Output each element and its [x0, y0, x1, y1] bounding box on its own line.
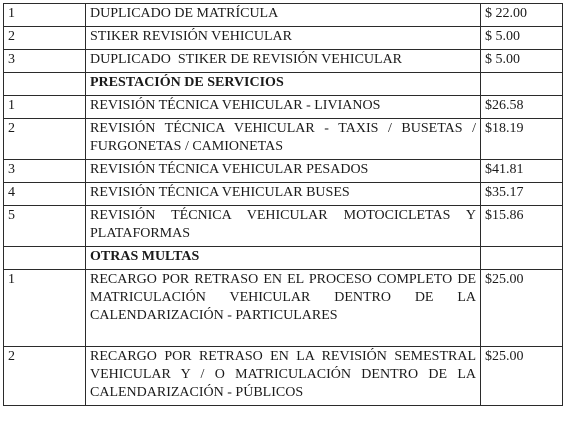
table-row: [4, 27, 563, 50]
row-number: 2: [4, 27, 86, 50]
row-number: 1: [4, 270, 86, 347]
row-price: $ 5.00: [481, 50, 563, 73]
row-description: REVISIÓN TÉCNICA VEHICULAR MOTOCICLETAS Y PLATAFORMAS: [86, 206, 481, 247]
row-number: 4: [4, 183, 86, 206]
row-description: REVISIÓN TÉCNICA VEHICULAR BUSES: [86, 183, 481, 206]
row-description: REVISIÓN TÉCNICA VEHICULAR PESADOS: [86, 160, 481, 183]
section-empty-cell: [4, 73, 86, 96]
row-description: RECARGO POR RETRASO EN LA REVISIÓN SEMESTRAL VEHICULAR Y / O MATRICULACIÓN DENTRO DE LA CALENDARIZACIÓN - PÚBLICOS: [86, 347, 481, 406]
section-empty-cell: [481, 73, 563, 96]
row-number: 1: [4, 96, 86, 119]
table-row: [4, 206, 563, 247]
row-number: 3: [4, 160, 86, 183]
row-price: $ 22.00: [481, 4, 563, 27]
row-price: $26.58: [481, 96, 563, 119]
row-description: REVISIÓN TÉCNICA VEHICULAR - TAXIS / BUSETAS / FURGONETAS / CAMIONETAS: [86, 119, 481, 160]
table-row: [4, 270, 563, 347]
fee-table: [3, 3, 563, 406]
section-empty-cell: [4, 247, 86, 270]
row-price: $25.00: [481, 270, 563, 347]
row-number: 1: [4, 4, 86, 27]
row-price: $15.86: [481, 206, 563, 247]
row-description: REVISIÓN TÉCNICA VEHICULAR - LIVIANOS: [86, 96, 481, 119]
row-price: $ 5.00: [481, 27, 563, 50]
row-price: $35.17: [481, 183, 563, 206]
section-row: [4, 73, 563, 96]
row-description: RECARGO POR RETRASO EN EL PROCESO COMPLETO DE MATRICULACIÓN VEHICULAR DENTRO DE LA CALENDARIZACIÓN - PARTICULARES: [86, 270, 481, 347]
row-description: STIKER REVISIÓN VEHICULAR: [86, 27, 481, 50]
row-description: DUPLICADO STIKER DE REVISIÓN VEHICULAR: [86, 50, 481, 73]
section-empty-cell: [481, 247, 563, 270]
row-number: 2: [4, 347, 86, 406]
row-number: 5: [4, 206, 86, 247]
table-row: [4, 347, 563, 406]
table-row: [4, 183, 563, 206]
table-row: [4, 4, 563, 27]
table-row: [4, 119, 563, 160]
section-title-fines: OTRAS MULTAS: [86, 247, 481, 270]
table-row: [4, 96, 563, 119]
section-title-services: PRESTACIÓN DE SERVICIOS: [86, 73, 481, 96]
row-price: $41.81: [481, 160, 563, 183]
section-row: [4, 247, 563, 270]
row-price: $25.00: [481, 347, 563, 406]
row-description: DUPLICADO DE MATRÍCULA: [86, 4, 481, 27]
table-row: [4, 160, 563, 183]
table-row: [4, 50, 563, 73]
row-number: 2: [4, 119, 86, 160]
row-number: 3: [4, 50, 86, 73]
row-price: $18.19: [481, 119, 563, 160]
